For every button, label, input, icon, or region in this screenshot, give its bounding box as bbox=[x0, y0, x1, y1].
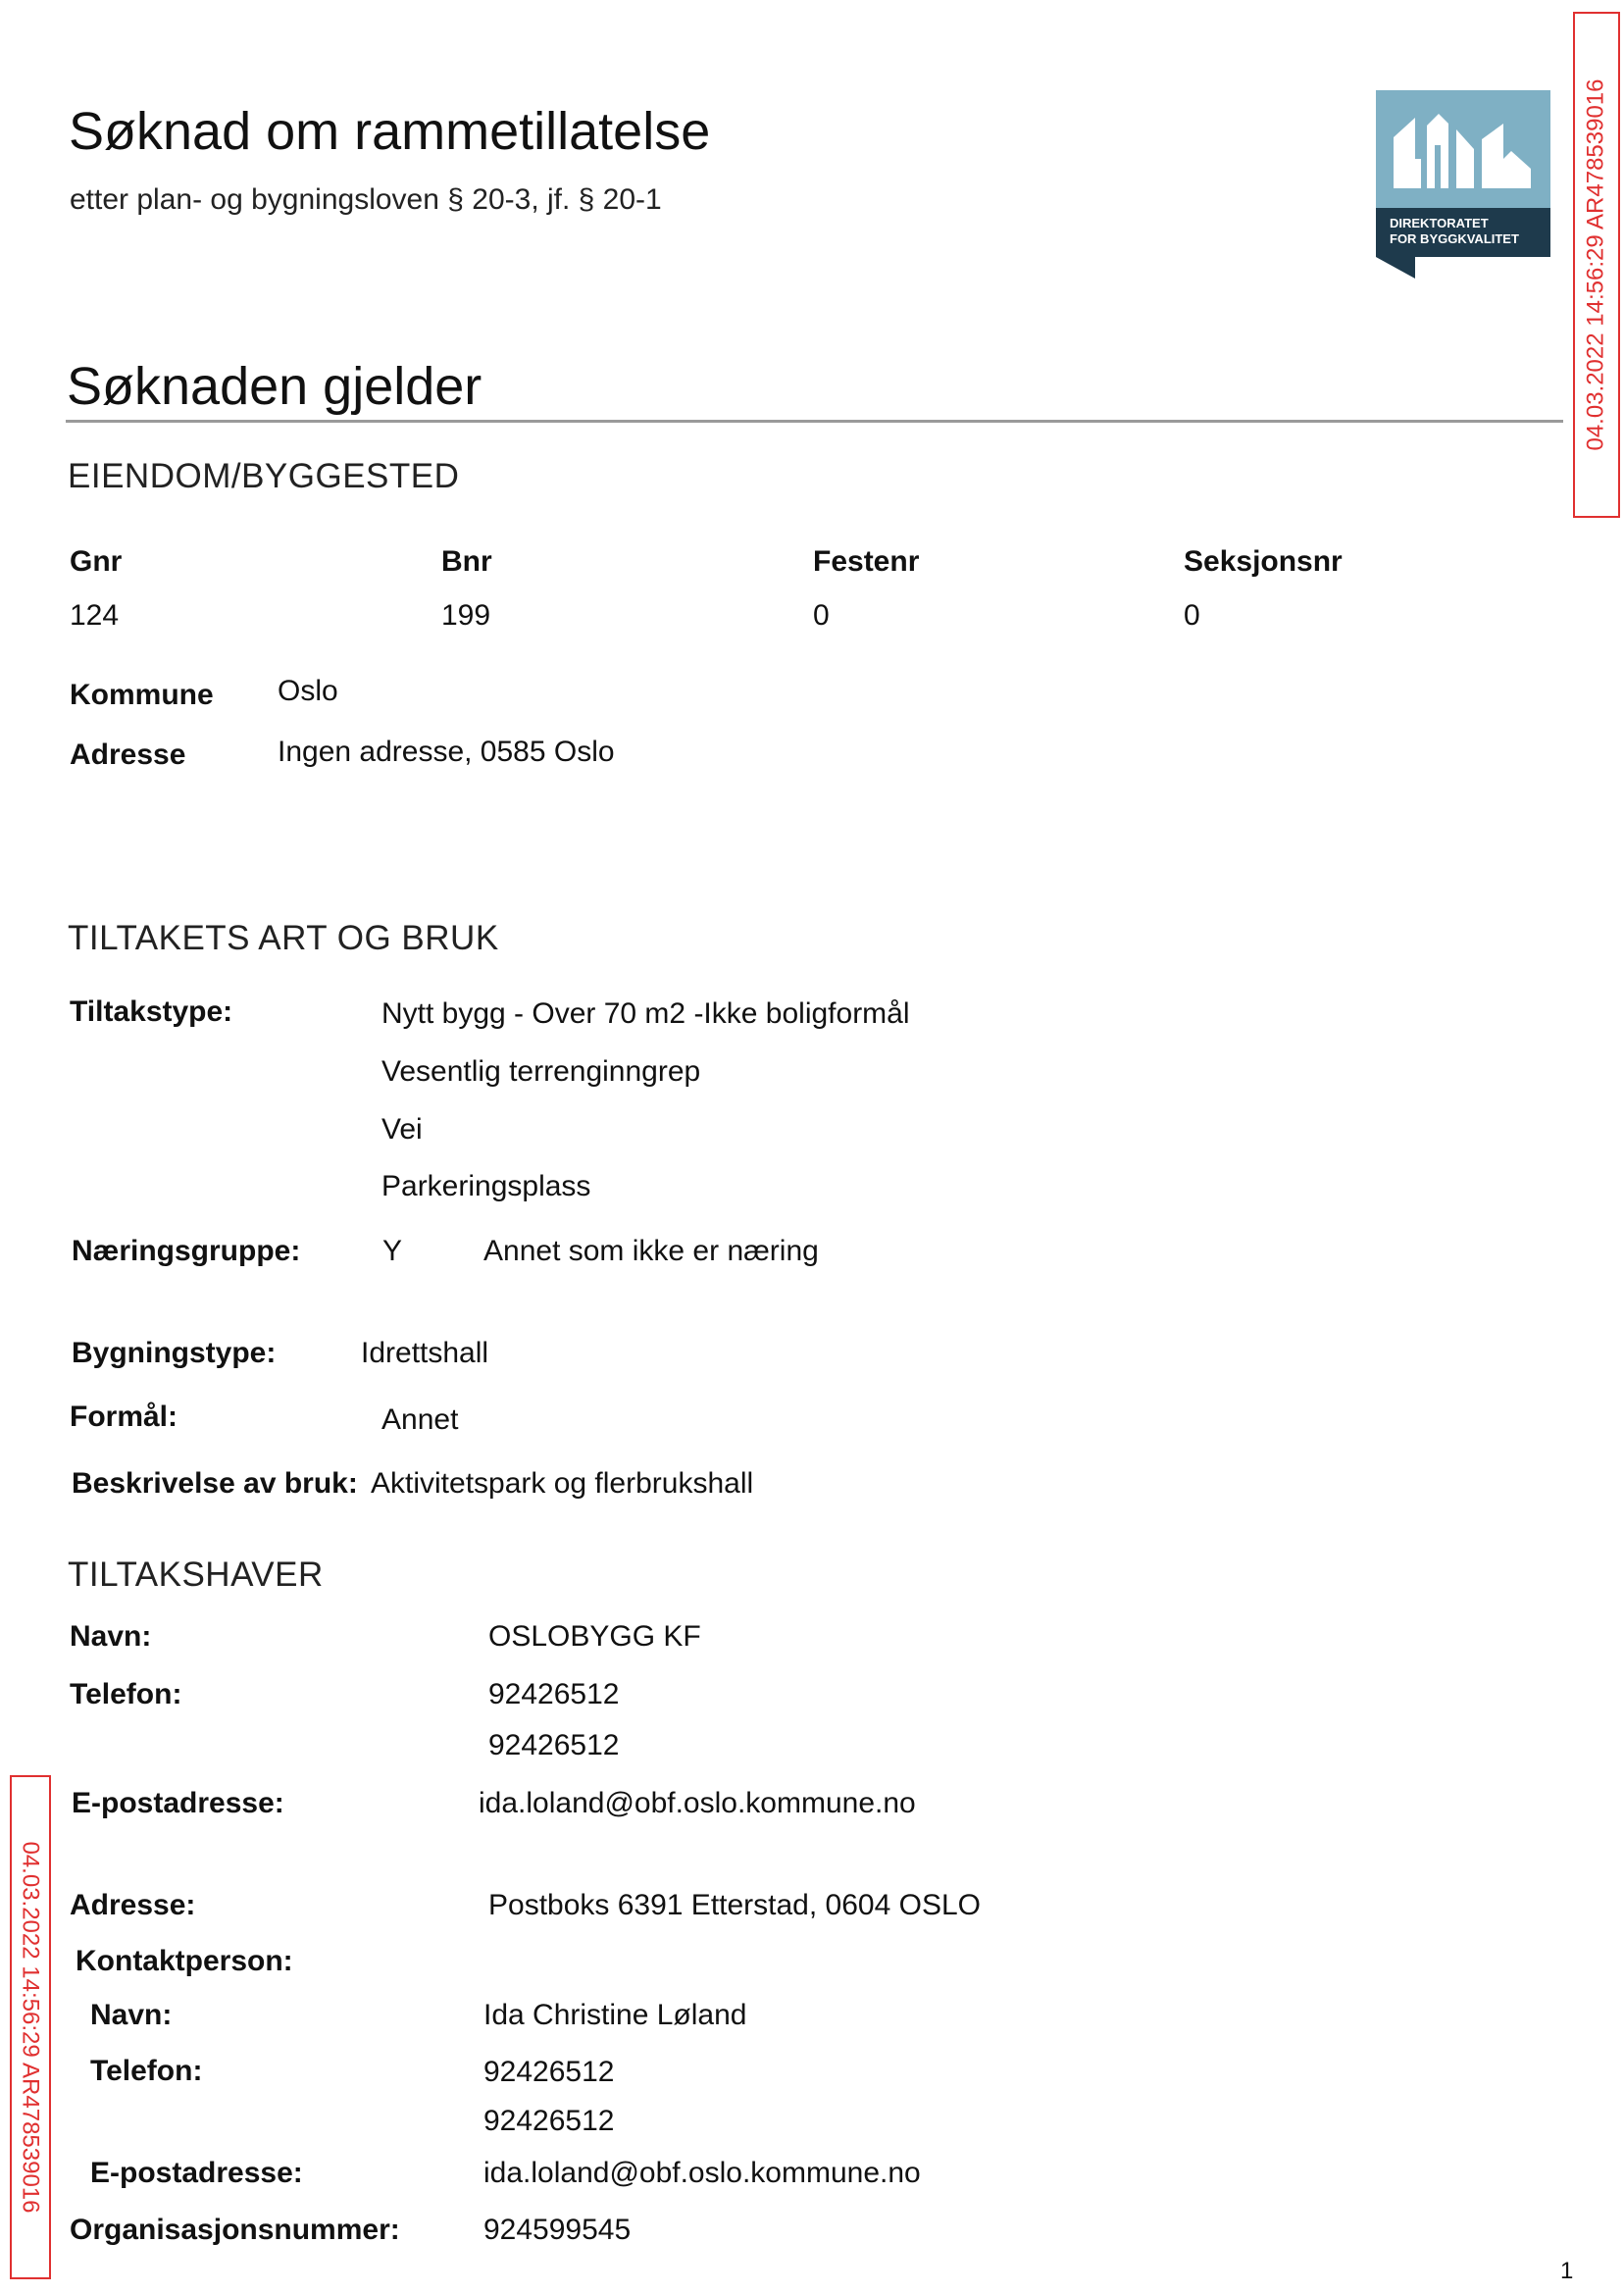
tiltak-heading: TILTAKETS ART OG BRUK bbox=[68, 919, 499, 957]
navn-value: OSLOBYGG KF bbox=[488, 1620, 701, 1653]
dibk-logo bbox=[1376, 90, 1550, 279]
kontaktperson-label: Kontaktperson: bbox=[76, 1945, 293, 1977]
festenr-value: 0 bbox=[813, 599, 830, 632]
adresse-value: Postboks 6391 Etterstad, 0604 OSLO bbox=[488, 1889, 981, 1921]
formal-label: Formål: bbox=[70, 1401, 178, 1433]
epost-label: E-postadresse: bbox=[72, 1787, 284, 1819]
formal-value: Annet bbox=[381, 1403, 459, 1436]
kommune-label: Kommune bbox=[70, 679, 214, 711]
orgnr-label: Organisasjonsnummer: bbox=[70, 2214, 400, 2246]
kontakt-telefon-value: 92426512 bbox=[483, 2056, 615, 2088]
tiltakstype-item: Vesentlig terrenginngrep bbox=[381, 1055, 701, 1088]
document-title: Søknad om rammetillatelse bbox=[69, 102, 711, 161]
page-number: 1 bbox=[1560, 2258, 1574, 2284]
dibk-logo-icon bbox=[1376, 90, 1550, 279]
archive-stamp-left: 04.03.2022 14:56:29 AR478539016 bbox=[10, 1775, 51, 2279]
naeringsgruppe-text: Annet som ikke er næring bbox=[483, 1235, 819, 1267]
navn-label: Navn: bbox=[70, 1620, 152, 1653]
naeringsgruppe-label: Næringsgruppe: bbox=[72, 1235, 301, 1267]
tiltakstype-item: Parkeringsplass bbox=[381, 1170, 591, 1202]
festenr-label: Festenr bbox=[813, 545, 920, 578]
kontakt-epost-value: ida.loland@obf.oslo.kommune.no bbox=[483, 2157, 921, 2189]
kontakt-telefon-label: Telefon: bbox=[90, 2055, 203, 2087]
kontakt-epost-label: E-postadresse: bbox=[90, 2157, 303, 2189]
gnr-value: 124 bbox=[70, 599, 120, 632]
section-title: Søknaden gjelder bbox=[67, 357, 482, 416]
orgnr-value: 924599545 bbox=[483, 2214, 632, 2246]
kontakt-telefon-value: 92426512 bbox=[483, 2105, 615, 2137]
tiltakstype-item: Nytt bygg - Over 70 m2 -Ikke boligformål bbox=[381, 997, 910, 1030]
tiltakstype-label: Tiltakstype: bbox=[70, 995, 233, 1028]
bnr-value: 199 bbox=[441, 599, 491, 632]
telefon-value: 92426512 bbox=[488, 1729, 620, 1761]
seksjonsnr-value: 0 bbox=[1184, 599, 1200, 632]
section-divider bbox=[66, 420, 1563, 423]
tiltakshaver-heading: TILTAKSHAVER bbox=[68, 1555, 324, 1594]
svg-text:DIREKTORATET: DIREKTORATET bbox=[1390, 216, 1489, 230]
gnr-label: Gnr bbox=[70, 545, 123, 578]
beskrivelse-label: Beskrivelse av bruk: bbox=[72, 1467, 358, 1500]
svg-text:FOR BYGGKVALITET: FOR BYGGKVALITET bbox=[1390, 231, 1519, 246]
document-subtitle: etter plan- og bygningsloven § 20-3, jf. § 20-1 bbox=[70, 183, 662, 216]
kontakt-navn-label: Navn: bbox=[90, 1999, 173, 2031]
adresse-label: Adresse bbox=[70, 739, 186, 771]
kommune-value: Oslo bbox=[278, 675, 338, 707]
seksjonsnr-label: Seksjonsnr bbox=[1184, 545, 1343, 578]
tiltakstype-item: Vei bbox=[381, 1113, 423, 1146]
naeringsgruppe-code: Y bbox=[382, 1235, 403, 1267]
adresse-value: Ingen adresse, 0585 Oslo bbox=[278, 736, 615, 768]
kontakt-navn-value: Ida Christine Løland bbox=[483, 1999, 747, 2031]
bnr-label: Bnr bbox=[441, 545, 492, 578]
telefon-label: Telefon: bbox=[70, 1678, 182, 1710]
bygningstype-value: Idrettshall bbox=[361, 1337, 489, 1369]
eiendom-heading: EIENDOM/BYGGESTED bbox=[68, 457, 460, 495]
bygningstype-label: Bygningstype: bbox=[72, 1337, 277, 1369]
epost-value: ida.loland@obf.oslo.kommune.no bbox=[479, 1787, 916, 1819]
telefon-value: 92426512 bbox=[488, 1678, 620, 1710]
adresse-label: Adresse: bbox=[70, 1889, 196, 1921]
beskrivelse-value: Aktivitetspark og flerbrukshall bbox=[371, 1467, 754, 1500]
archive-stamp-right: 04.03.2022 14:56:29 AR478539016 bbox=[1573, 12, 1620, 518]
